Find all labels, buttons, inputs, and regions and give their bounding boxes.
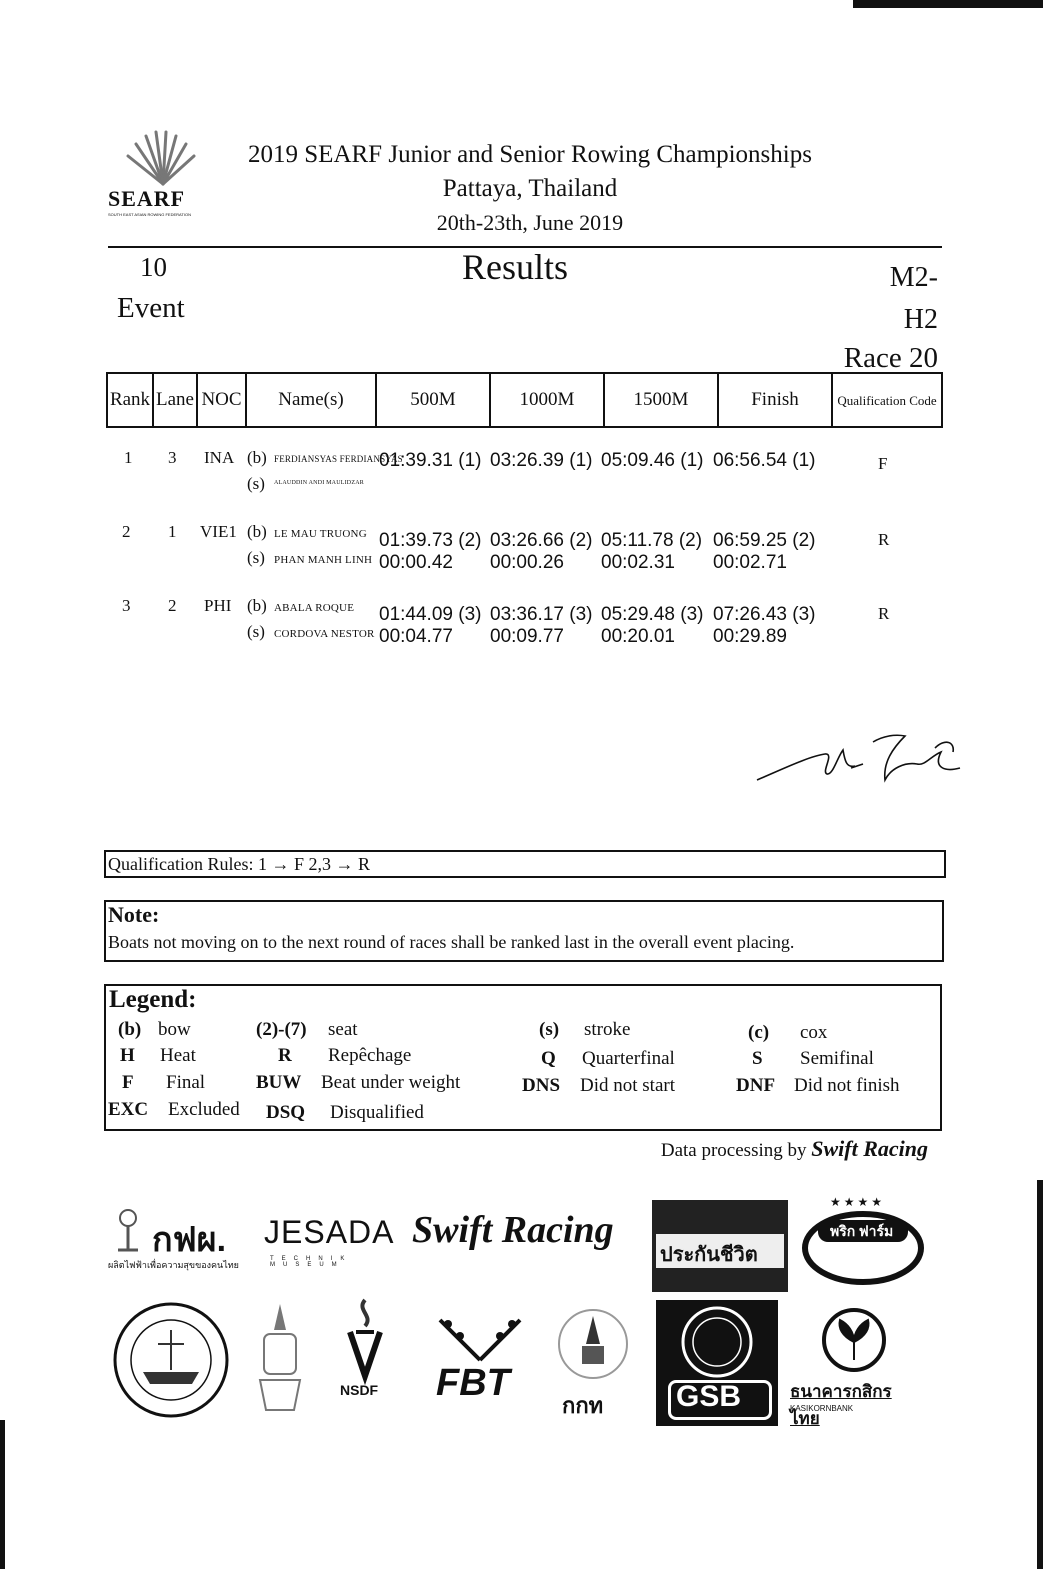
- legend-code: DNS: [522, 1075, 561, 1096]
- title-line-3: 20th-23th, June 2019: [436, 210, 624, 235]
- legend-label: stroke: [584, 1019, 631, 1040]
- rank: 3: [122, 596, 131, 615]
- legend-code: BUW: [256, 1072, 302, 1093]
- legend-label: Heat: [160, 1045, 196, 1066]
- kkt-text: กกท: [562, 1393, 604, 1418]
- scan-edge-top-right: [853, 0, 1043, 8]
- searf-fan-icon: [108, 128, 218, 188]
- gsb-text: GSB: [676, 1380, 742, 1413]
- split-500m: 01:39.73 (2): [379, 530, 482, 551]
- egat-logo: [108, 1206, 258, 1270]
- jesada-logo: [264, 1214, 414, 1270]
- legend-code: (s): [539, 1019, 560, 1040]
- kkt-logo: [548, 1304, 638, 1420]
- nsdf-logo: [320, 1296, 410, 1416]
- kasikornbank-leaf-icon: [790, 1306, 920, 1374]
- diff-finish: 00:29.89: [713, 626, 787, 647]
- nsdf-text: NSDF: [340, 1382, 379, 1398]
- title-line-1: 2019 SEARF Junior and Senior Rowing Championships: [248, 141, 812, 168]
- searf-logo: [108, 128, 218, 220]
- split-1000m: 03:26.66 (2): [490, 530, 593, 551]
- legend-title: Legend:: [109, 986, 197, 1013]
- ministry-emblem-icon: [250, 1300, 310, 1420]
- bow-name: LE MAU TRUONG: [274, 528, 367, 540]
- col-1000m: 1000M: [490, 373, 604, 427]
- legend-code: (b): [118, 1019, 142, 1040]
- legend-label: Did not finish: [794, 1075, 900, 1096]
- legend-code: H: [120, 1045, 135, 1066]
- nsdf-torch-icon: [320, 1296, 410, 1386]
- lane: 1: [168, 522, 177, 541]
- data-processing-credit: [600, 1136, 928, 1162]
- kasikornbank-text: ธนาคารกสิกรไทย: [790, 1382, 892, 1428]
- stroke-tag: (s): [247, 622, 265, 641]
- data-processing-brand: Swift Racing: [811, 1136, 928, 1161]
- legend-label: Disqualified: [330, 1102, 424, 1123]
- qualification-rules: Qualification Rules: 1 → F 2,3 → R: [104, 850, 946, 878]
- qualification-code: R: [878, 530, 890, 549]
- gsb-emblem-icon: [656, 1300, 778, 1380]
- lane: 3: [168, 448, 177, 467]
- legend-label: bow: [158, 1019, 191, 1040]
- stroke-name: ALAUDDIN ANDI MAULIDZAR: [274, 480, 364, 486]
- note-text: Boats not moving on to the next round of races shall be ranked last in the overall event placing.: [108, 932, 795, 952]
- legend-code: F: [122, 1072, 134, 1093]
- legend-code: (c): [748, 1022, 770, 1043]
- bow-name: ABALA ROQUE: [274, 602, 355, 614]
- legend-label: Excluded: [168, 1099, 240, 1120]
- egat-subtext: ผลิตไฟฟ้าเพื่อความสุขของคนไทย: [108, 1260, 239, 1270]
- port-authority-seal: [108, 1300, 234, 1420]
- fbt-text: FBT: [436, 1362, 510, 1404]
- col-rank: Rank: [107, 373, 153, 427]
- split-1000m: 03:26.39 (1): [490, 450, 593, 471]
- legend-label: Did not start: [580, 1075, 675, 1096]
- kasikornbank-logo: [790, 1306, 920, 1426]
- event-label: Event: [117, 292, 185, 324]
- kasikornbank-subtext: KASIKORNBANK: [790, 1404, 854, 1413]
- split-1500m: 05:11.78 (2): [601, 530, 703, 551]
- farm-emblem-icon: [800, 1196, 926, 1296]
- col-qualification-code: Qualification Code: [832, 373, 942, 427]
- col-finish: Finish: [718, 373, 832, 427]
- finish-time: 06:59.25 (2): [713, 530, 816, 551]
- ministry-emblem: [250, 1300, 310, 1420]
- stroke-tag: (s): [247, 474, 265, 493]
- signature: [755, 728, 980, 798]
- event-code-line-1: M2-: [889, 262, 938, 293]
- results-heading: Results: [461, 247, 568, 287]
- col-noc: NOC: [197, 373, 246, 427]
- col-1500m: 1500M: [604, 373, 718, 427]
- split-1000m: 03:36.17 (3): [490, 604, 593, 625]
- stroke-name: CORDOVA NESTOR: [274, 628, 375, 640]
- legend-label: seat: [328, 1019, 358, 1040]
- diff-1500m: 00:20.01: [601, 626, 675, 647]
- bow-tag: (b): [247, 522, 267, 541]
- note-box: [104, 900, 944, 962]
- legend-code: (2)-(7): [256, 1019, 307, 1040]
- legend-code: R: [278, 1045, 292, 1066]
- rank: 2: [122, 522, 131, 541]
- legend-code: Q: [541, 1048, 556, 1069]
- diff-1500m: 00:02.31: [601, 552, 675, 573]
- swift-racing-text: Swift Racing: [412, 1209, 614, 1251]
- insurance-text: ประกันชีวิต: [660, 1244, 758, 1266]
- swift-racing-logo: [412, 1204, 648, 1264]
- col-lane: Lane: [153, 373, 197, 427]
- diff-finish: 00:02.71: [713, 552, 787, 573]
- gsb-logo: [656, 1300, 778, 1426]
- data-processing-prefix: Data processing by: [660, 1140, 807, 1161]
- lane: 2: [168, 596, 177, 615]
- legend-label: Semifinal: [800, 1048, 874, 1069]
- fbt-laurel-icon: [430, 1310, 530, 1370]
- diff-500m: 00:00.42: [379, 552, 453, 573]
- col-500m: 500M: [376, 373, 490, 427]
- results-table-header: [106, 372, 943, 428]
- diff-1000m: 00:00.26: [490, 552, 564, 573]
- fbt-logo: [430, 1310, 530, 1410]
- rank: 1: [124, 448, 133, 467]
- legend-code: S: [752, 1048, 763, 1069]
- championship-title: [220, 138, 840, 240]
- legend-label: Repêchage: [328, 1045, 412, 1066]
- noc: VIE1: [200, 522, 237, 541]
- port-authority-seal-icon: [108, 1300, 234, 1420]
- egat-text: กฟผ.: [152, 1221, 227, 1259]
- split-500m: 01:44.09 (3): [379, 604, 482, 625]
- split-1500m: 05:09.46 (1): [601, 450, 704, 471]
- event-number: 10: [140, 252, 167, 282]
- insurance-logo: [652, 1200, 788, 1292]
- farm-text: พริก ฟาร์ม: [830, 1225, 894, 1240]
- split-1500m: 05:29.48 (3): [601, 604, 704, 625]
- qualification-code: R: [878, 604, 890, 623]
- bow-tag: (b): [247, 596, 267, 615]
- bow-name: FERDIANSYAS FERDIANSYAS: [274, 454, 403, 464]
- event-code-line-2: H2: [903, 304, 938, 335]
- legend-label: cox: [800, 1022, 828, 1043]
- legend-label: Beat under weight: [321, 1072, 461, 1093]
- legend-code: EXC: [108, 1099, 149, 1120]
- egat-emblem-icon: [108, 1206, 148, 1256]
- diff-500m: 00:04.77: [379, 626, 453, 647]
- title-line-2: Pattaya, Thailand: [442, 175, 618, 202]
- diff-1000m: 00:09.77: [490, 626, 564, 647]
- logo-subtext: SOUTH EAST ASIAN ROWING FEDERATION: [108, 212, 191, 217]
- kkt-emblem-icon: [548, 1304, 638, 1384]
- col-names: Name(s): [246, 373, 376, 427]
- legend-label: Quarterfinal: [582, 1048, 675, 1069]
- svg-text:★ ★ ★ ★: ★ ★ ★ ★: [830, 1196, 883, 1209]
- farm-logo: [800, 1196, 926, 1296]
- scan-edge-right: [1037, 1180, 1043, 1569]
- noc: PHI: [204, 596, 232, 615]
- legend-box: [104, 984, 942, 1131]
- legend-code: DSQ: [266, 1102, 306, 1123]
- jesada-text: JESADA: [264, 1214, 395, 1250]
- note-title: Note:: [108, 902, 160, 927]
- race-number: Race 20: [843, 342, 938, 374]
- legend-code: DNF: [736, 1075, 776, 1096]
- finish-time: 06:56.54 (1): [713, 450, 816, 471]
- finish-time: 07:26.43 (3): [713, 604, 816, 625]
- stroke-name: PHAN MANH LINH: [274, 554, 373, 566]
- logo-text: SEARF: [108, 186, 186, 211]
- noc: INA: [204, 448, 235, 467]
- bow-tag: (b): [247, 448, 267, 467]
- split-500m: 01:39.31 (1): [379, 450, 482, 471]
- stroke-tag: (s): [247, 548, 265, 567]
- legend-label: Final: [166, 1072, 206, 1093]
- qualification-code: F: [878, 454, 888, 473]
- jesada-subtext: TECHNIK MUSEUM: [270, 1256, 353, 1268]
- scan-edge-left: [0, 1420, 5, 1569]
